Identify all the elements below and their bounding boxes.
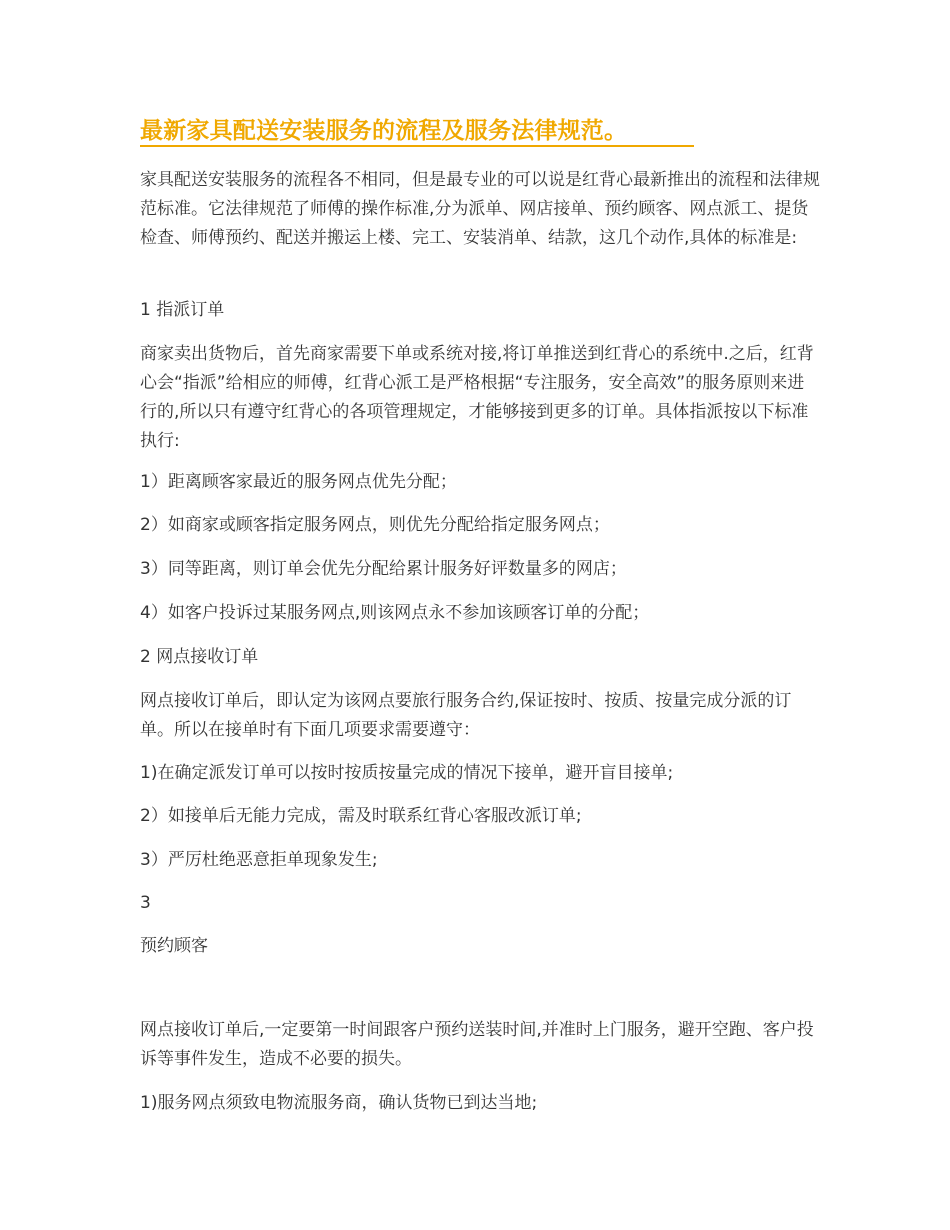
section-3-paragraph: 网点接收订单后,一定要第一时间跟客户预约送装时间,并准时上门服务，避开空跑、客户投诉等事件发生，造成不必要的损失。 <box>140 1020 814 1069</box>
list-item: 3）同等距离，则订单会优先分配给累计服务好评数量多的网店； <box>140 559 627 579</box>
section-heading-1: 1 指派订单 <box>140 300 225 320</box>
document-title: 最新家具配送安装服务的流程及服务法律规范。 <box>140 118 628 144</box>
list-item: 2）如接单后无能力完成，需及时联系红背心客服改派订单; <box>140 806 582 826</box>
intro-paragraph: 家具配送安装服务的流程各不相同，但是最专业的可以说是红背心最新推出的流程和法律规范标准。它法律规范了师傅的操作标准,分为派单、网店接单、预约顾客、网点派工、提货检查、师傅预约、配送并搬运上楼、完工、安装消单、结款，这几个动作,具体的标准是: <box>140 170 820 248</box>
list-item: 4）如客户投诉过某服务网点,则该网点永不参加该顾客订单的分配； <box>140 603 650 623</box>
title-underline <box>140 145 694 147</box>
section-number-3: 3 <box>140 893 151 913</box>
section-2-paragraph: 网点接收订单后，即认定为该网点要旅行服务合约,保证按时、按质、按量完成分派的订单。所以在接单时有下面几项要求需要遵守： <box>140 691 792 740</box>
list-item: 1)服务网点须致电物流服务商，确认货物已到达当地; <box>140 1093 538 1113</box>
list-item: 1)在确定派发订单可以按时按质按量完成的情况下接单，避开盲目接单; <box>140 763 674 783</box>
section-heading-2: 2 网点接收订单 <box>140 647 259 667</box>
list-item: 2）如商家或顾客指定服务网点，则优先分配给指定服务网点； <box>140 515 610 535</box>
section-heading-3: 预约顾客 <box>140 936 208 956</box>
list-item: 1）距离顾客家最近的服务网点优先分配； <box>140 472 457 492</box>
list-item: 3）严厉杜绝恶意拒单现象发生; <box>140 850 378 870</box>
section-1-paragraph: 商家卖出货物后，首先商家需要下单或系统对接,将订单推送到红背心的系统中.之后，红背心会“指派”给相应的师傅，红背心派工是严格根据“专注服务，安全高效”的服务原则来进行的,所以只有遵守红背心的各项管理规定，才能够接到更多的订单。具体指派按以下标准执行: <box>140 344 814 451</box>
